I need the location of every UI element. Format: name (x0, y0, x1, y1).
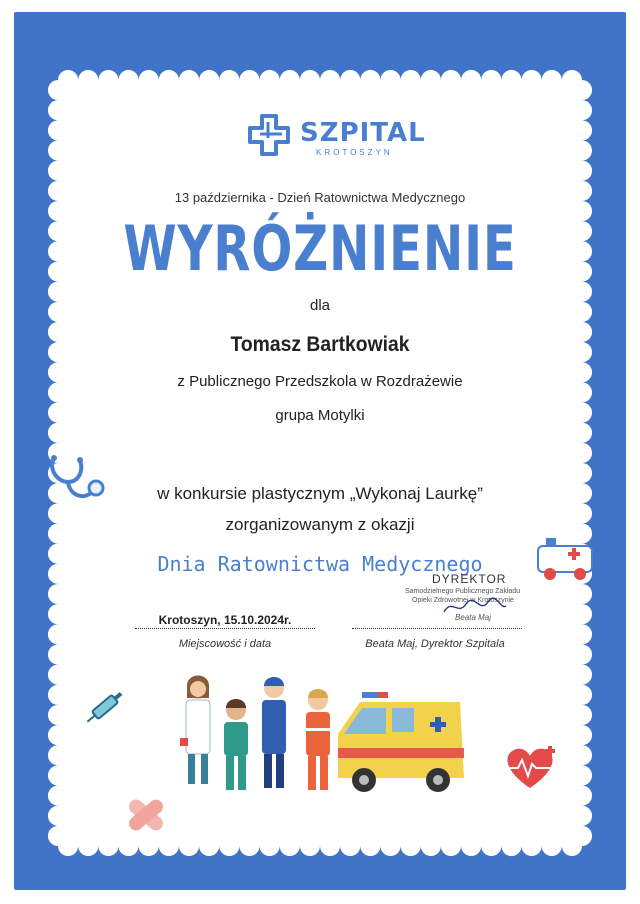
stamp-name: Beata Maj (455, 613, 492, 622)
recipient-prefix: dla (309, 297, 331, 314)
place-date-label: Miejscowość i data (178, 638, 272, 650)
stamp-line-2: Opieki Zdrowotnej w Krotoszynie (412, 597, 514, 604)
nurse-man (224, 699, 248, 790)
medical-staff-illustration (178, 668, 348, 808)
handwritten-signature-icon (440, 596, 510, 618)
recipient-group: grupa Motylki (275, 407, 365, 424)
small-ambulance-icon (532, 530, 598, 586)
recipient-name: Tomasz Bartkowiak (230, 333, 410, 356)
syringe-icon (80, 684, 130, 730)
contest-line: w konkursie plastycznym „Wykonaj Laurkę” (157, 484, 483, 503)
certificate-title: WYRÓŻNIENIE (123, 212, 517, 285)
place-date-value: Krotoszyn, 15.10.2024r. (158, 613, 292, 627)
paramedic (306, 689, 330, 790)
place-date-line (135, 628, 315, 629)
bandage-icon (118, 790, 174, 840)
signature-label: Beata Maj, Dyrektor Szpitala (365, 638, 505, 650)
hospital-cross-logo-icon (244, 112, 298, 162)
occasion-day: Dnia Ratownictwa Medycznego (157, 552, 483, 576)
occasion-line: zorganizowanym z okazji (225, 515, 415, 534)
stamp-line-1: Samodzielnego Publicznego Zakładu (405, 588, 521, 595)
logo-city: KROTOSZYN (316, 148, 393, 157)
doctor-blue (262, 677, 286, 788)
heart-icon (500, 742, 562, 792)
stethoscope-icon (44, 452, 106, 510)
recipient-school: z Publicznego Przedszkola w Rozdrażewie (177, 373, 463, 390)
date-line: 13 października - Dzień Ratownictwa Medycznego (174, 190, 466, 205)
signature-line (352, 628, 522, 629)
ambulance-icon (330, 688, 470, 798)
logo-name: SZPITAL (300, 118, 426, 148)
doctor-woman (180, 676, 210, 785)
stamp-title: DYREKTOR (432, 572, 507, 586)
